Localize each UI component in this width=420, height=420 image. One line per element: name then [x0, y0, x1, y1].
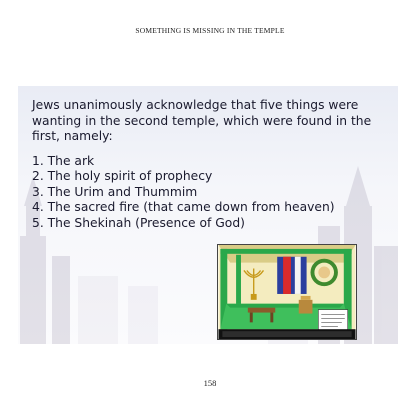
- list-item: 3. The Urim and Thummim: [32, 184, 198, 199]
- list-item: 5. The Shekinah (Presence of God): [32, 215, 245, 230]
- slide-intro-text: Jews unanimously acknowledge that five things were wanting in the second temple, which were found in the first, namely:: [32, 98, 372, 143]
- temple-interior-illustration: [217, 244, 357, 340]
- presentation-slide: [18, 86, 398, 344]
- list-item: 4. The sacred fire (that came down from heaven): [32, 200, 335, 214]
- list-item: 1. The ark: [32, 153, 95, 168]
- missing-items-list: [32, 154, 392, 232]
- page-number: 158: [203, 378, 217, 388]
- list-item: 2. The holy spirit of prophecy: [32, 169, 213, 183]
- page-header-title: SOMETHING IS MISSING IN THE TEMPLE: [135, 26, 285, 35]
